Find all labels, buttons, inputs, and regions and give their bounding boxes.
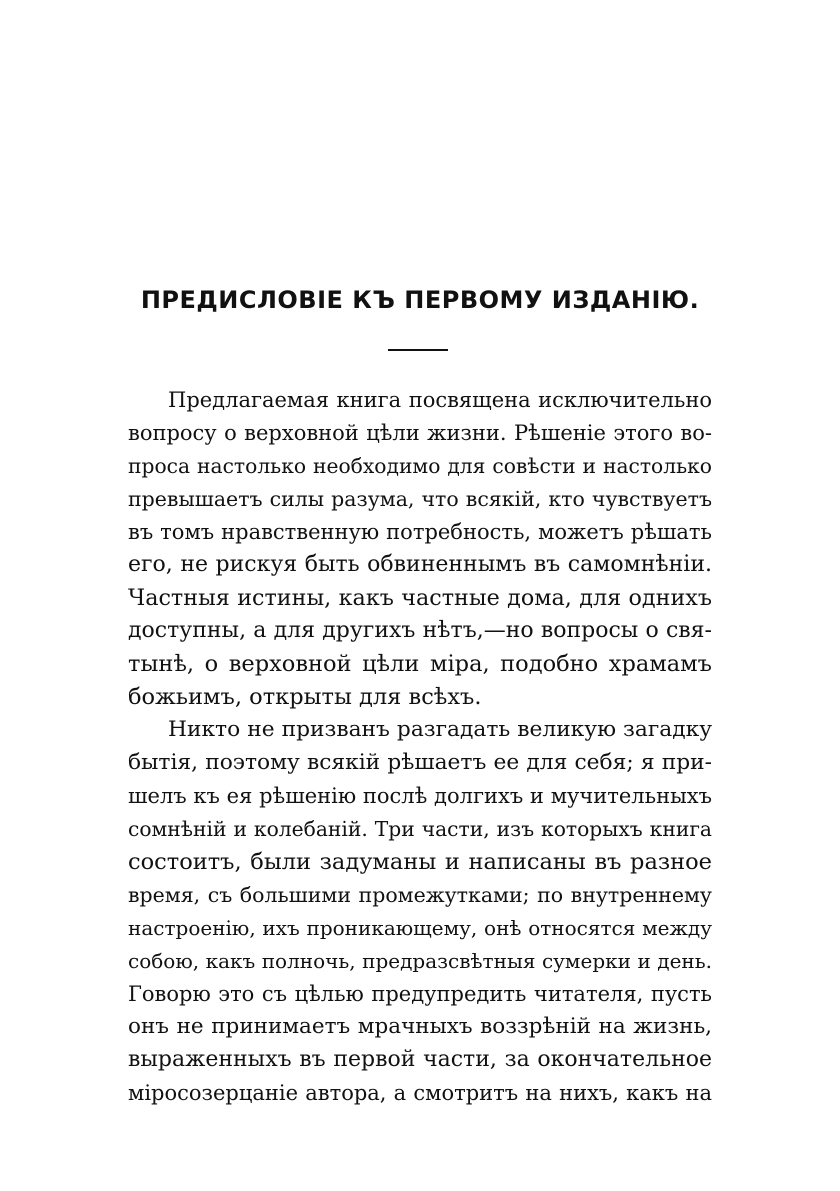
text-line: шелъ къ ея рѣшенію послѣ долгихъ и мучительныхъ	[128, 784, 712, 808]
text-line: вопросу о верховной цѣли жизни. Рѣшеніе этого во-	[128, 421, 712, 445]
text-line: время, съ большими промежутками; по внутреннему	[128, 883, 712, 907]
text-line: божьимъ, открыты для всѣхъ.	[128, 684, 482, 710]
text-line: бытія, поэтому всякій рѣшаетъ ее для себя; я при-	[128, 750, 712, 775]
text-line: доступны, а для другихъ нѣтъ,—но вопросы о свя-	[128, 618, 712, 643]
text-line: Никто не призванъ разгадать великую загадку	[168, 717, 712, 742]
text-line: сомнѣній и колебаній. Три части, изъ которыхъ книга	[128, 817, 712, 841]
text-line: Говорю это съ цѣлью предупредить читателя, пусть	[128, 982, 712, 1006]
text-line: выраженныхъ въ первой части, за окончательное	[128, 1047, 712, 1072]
text-line: въ томъ нравственную потребность, можетъ рѣшать	[128, 520, 712, 544]
text-line: онъ не принимаетъ мрачныхъ воззрѣній на жизнь,	[128, 1014, 712, 1039]
text-line: настроенію, ихъ проникающему, онѣ относятся между	[128, 916, 712, 940]
text-line: Частныя истины, какъ частные дома, для однихъ	[128, 585, 712, 611]
preface-title: ПРЕДИСЛОВІЕ КЪ ПЕРВОМУ ИЗДАНІЮ.	[140, 286, 700, 314]
text-line: превышаетъ силы разума, что всякій, кто чувствуетъ	[128, 487, 712, 511]
text-line: проса настолько необходимо для совѣсти и настолько	[128, 454, 712, 478]
text-line: состоитъ, были задуманы и написаны въ разное	[128, 849, 712, 875]
text-line: его, не рискуя быть обвиненнымъ въ самомнѣніи.	[128, 552, 712, 577]
text-line: міросозерцаніе автора, а смотритъ на нихъ, какъ на	[128, 1081, 712, 1105]
text-line: Предлагаемая книга посвящена исключительно	[168, 388, 712, 412]
text-line: собою, какъ полночь, предразсвѣтныя сумерки и день.	[128, 949, 712, 973]
title-separator-rule	[388, 349, 448, 351]
text-line: тынѣ, о верховной цѣли міра, подобно храмамъ	[128, 651, 712, 677]
